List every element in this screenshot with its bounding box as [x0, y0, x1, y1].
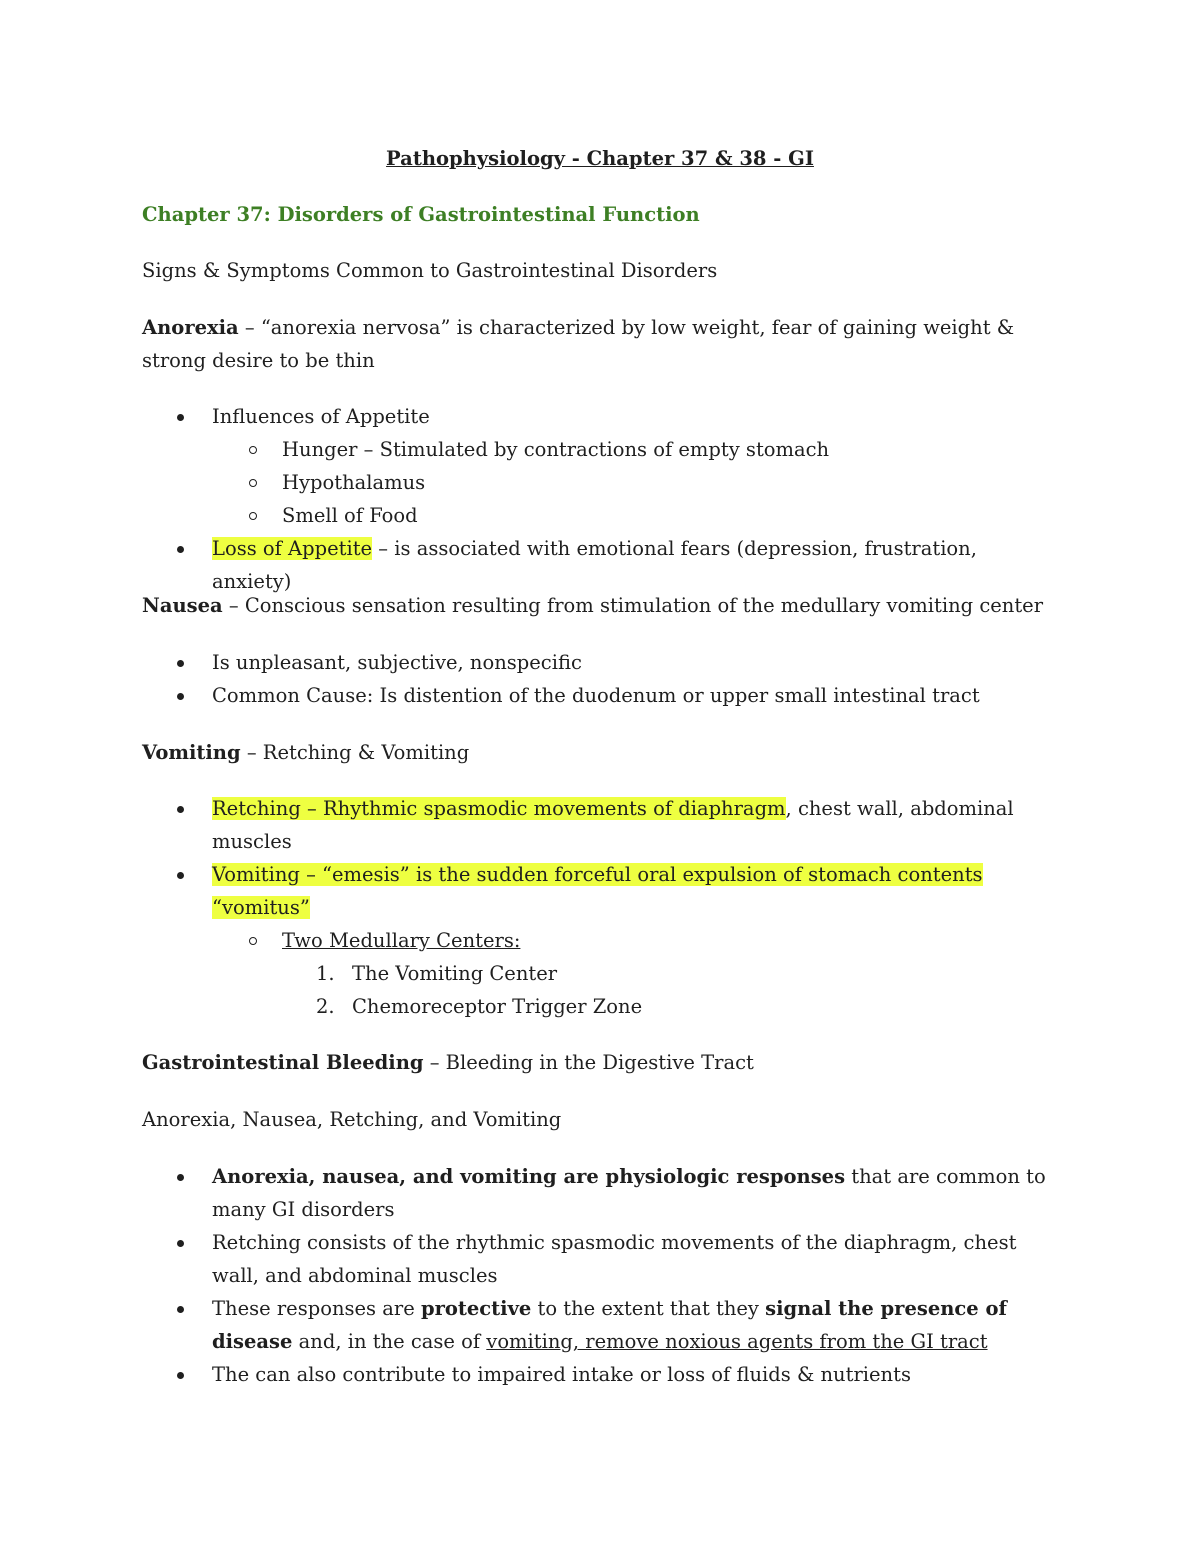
list-item-center-1: 1. The Vomiting Center — [316, 962, 558, 985]
gi-bleeding-term: Gastrointestinal Bleeding — [142, 1051, 424, 1074]
bullet-icon — [177, 1372, 184, 1379]
highlighted-text: Vomiting – “emesis” is the sudden forceful oral expulsion of stomach contents “vomitus” — [212, 863, 983, 919]
list-item-nausea-2: Common Cause: Is distention of the duodenum or upper small intestinal tract — [212, 679, 1062, 712]
list-item-retching: Retching – Rhythmic spasmodic movements of diaphragm, chest wall, abdominal muscles — [212, 792, 1062, 858]
list-item-hypothalamus: Hypothalamus — [282, 466, 1062, 499]
bullet-icon — [177, 414, 184, 421]
bullet-icon — [177, 693, 184, 700]
bullet-icon — [177, 872, 184, 879]
list-item-summary-1: Anorexia, nausea, and vomiting are physiologic responses that are common to many GI disorders — [212, 1160, 1062, 1226]
nausea-term: Nausea — [142, 594, 223, 617]
list-item-summary-4: The can also contribute to impaired intake or loss of fluids & nutrients — [212, 1358, 1062, 1391]
bullet-icon — [177, 1174, 184, 1181]
anorexia-definition: – “anorexia nervosa” is characterized by low weight, fear of gaining weight & strong desire to be thin — [142, 316, 1015, 372]
circle-bullet-icon — [249, 479, 257, 487]
list-item-influences: Influences of Appetite — [212, 400, 1062, 433]
nausea-paragraph: Nausea – Conscious sensation resulting from stimulation of the medullary vomiting center — [142, 594, 1044, 617]
anorexia-paragraph — [142, 311, 1062, 377]
page-title: Pathophysiology - Chapter 37 & 38 - GI — [386, 147, 814, 170]
list-item-vomiting — [212, 858, 992, 924]
vomiting-paragraph: Vomiting – Retching & Vomiting — [142, 741, 470, 764]
summary-heading: Anorexia, Nausea, Retching, and Vomiting — [142, 1108, 562, 1131]
section-heading: Signs & Symptoms Common to Gastrointestinal Disorders — [142, 259, 718, 282]
circle-bullet-icon — [249, 937, 257, 945]
list-item-nausea-1: Is unpleasant, subjective, nonspecific — [212, 646, 1062, 679]
bullet-icon — [177, 1306, 184, 1313]
highlighted-text: Loss of Appetite — [212, 537, 373, 560]
vomiting-term: Vomiting — [142, 741, 241, 764]
circle-bullet-icon — [249, 446, 257, 454]
bullet-icon — [177, 546, 184, 553]
gi-bleeding-paragraph: Gastrointestinal Bleeding – Bleeding in the Digestive Tract — [142, 1051, 754, 1074]
anorexia-term: Anorexia — [142, 316, 239, 339]
list-item-loss-of-appetite: Loss of Appetite – is associated with emotional fears (depression, frustration, anxiety) — [212, 532, 1062, 598]
highlighted-text: Retching – Rhythmic spasmodic movements of diaphragm — [212, 797, 786, 820]
chapter-heading: Chapter 37: Disorders of Gastrointestinal Function — [142, 203, 700, 226]
bullet-icon — [177, 1240, 184, 1247]
list-item-smell: Smell of Food — [282, 499, 1062, 532]
bullet-icon — [177, 660, 184, 667]
list-item-summary-2: Retching consists of the rhythmic spasmodic movements of the diaphragm, chest wall, and abdominal muscles — [212, 1226, 1062, 1292]
list-item-medullary-centers: Two Medullary Centers: — [282, 924, 1062, 957]
bullet-icon — [177, 806, 184, 813]
list-item-hunger: Hunger – Stimulated by contractions of empty stomach — [282, 433, 1062, 466]
circle-bullet-icon — [249, 512, 257, 520]
list-item-center-2: 2. Chemoreceptor Trigger Zone — [316, 995, 643, 1018]
list-item-summary-3: These responses are protective to the extent that they signal the presence of disease and, in the case of vomiting, remove noxious agents from the GI tract — [212, 1292, 1062, 1358]
